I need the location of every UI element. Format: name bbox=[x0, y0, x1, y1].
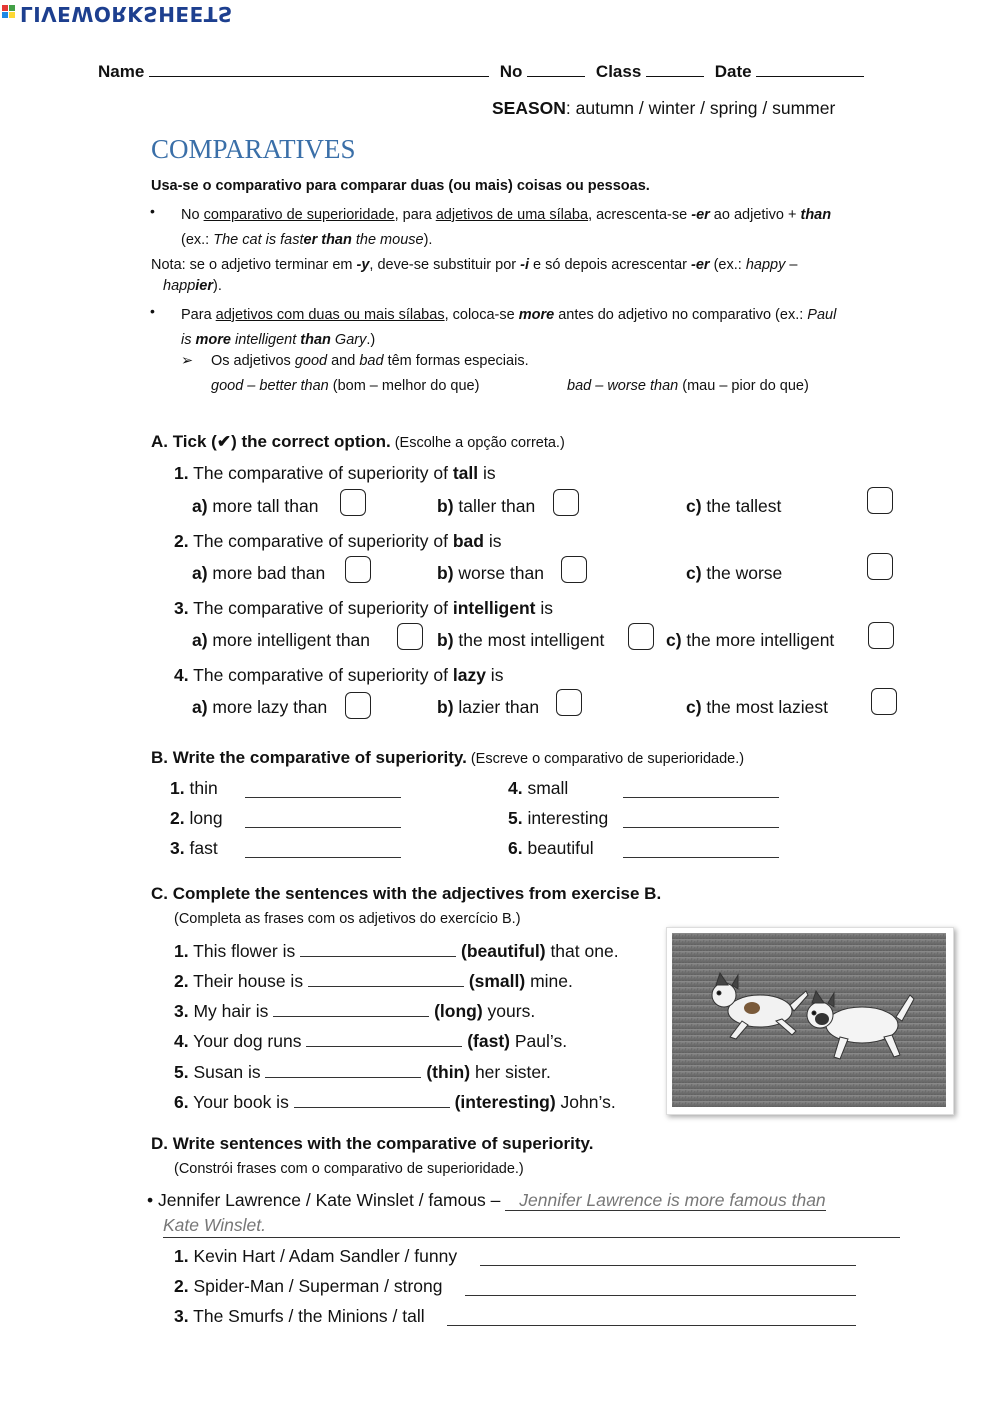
b-answer-4[interactable] bbox=[623, 796, 779, 798]
b-item-4: 4. small bbox=[508, 778, 569, 798]
question-2: 2. The comparative of superiority of bad is bbox=[174, 531, 502, 551]
q2-option-c: c) the worse bbox=[686, 563, 783, 583]
q4-checkbox-b[interactable] bbox=[556, 689, 582, 716]
section-c-title: C. Complete the sentences with the adjectives from exercise B. bbox=[151, 884, 662, 903]
section-c-subtitle: (Completa as frases com os adjetivos do exercício B.) bbox=[174, 911, 521, 927]
c-answer-4[interactable] bbox=[306, 1045, 462, 1047]
c-item-3: 3. My hair is (long) yours. bbox=[174, 1001, 536, 1021]
d-item-1: 1. Kevin Hart / Adam Sandler / funny bbox=[174, 1246, 458, 1266]
q1-option-c: c) the tallest bbox=[686, 496, 782, 516]
section-a-title: A. Tick (✔) the correct option. (Escolhe a opção correta.) bbox=[151, 432, 565, 451]
q2-checkbox-b[interactable] bbox=[561, 556, 587, 583]
intro-note: Nota: se o adjetivo terminar em -y, deve-se substituir por -i e só depois acrescentar -er (ex.: happy – bbox=[151, 257, 798, 273]
c-item-1: 1. This flower is (beautiful) that one. bbox=[174, 941, 619, 961]
q1-checkbox-b[interactable] bbox=[553, 489, 579, 516]
intro-good: good – better than (bom – melhor do que) bbox=[211, 378, 480, 394]
d-item-3: 3. The Smurfs / the Minions / tall bbox=[174, 1306, 425, 1326]
intro-bad: bad – worse than (mau – pior do que) bbox=[567, 378, 809, 394]
intro-bullet-1: No comparativo de superioridade, para adjetivos de uma sílaba, acrescenta-se -er ao adjetivo + than (ex.: The cat is faster than the mouse). bbox=[181, 207, 832, 248]
date-label: Date bbox=[714, 62, 752, 81]
c-item-5: 5. Susan is (thin) her sister. bbox=[174, 1062, 551, 1082]
q3-checkbox-c[interactable] bbox=[868, 622, 894, 649]
q1-checkbox-a[interactable] bbox=[340, 489, 366, 516]
header-fields bbox=[98, 62, 864, 82]
bullet-dot-icon: • bbox=[147, 1190, 154, 1210]
page-title: COMPARATIVES bbox=[151, 134, 356, 164]
d-example-cont: Kate Winslet. bbox=[163, 1215, 900, 1238]
d-answer-2[interactable] bbox=[465, 1294, 856, 1296]
c-answer-2[interactable] bbox=[308, 985, 464, 987]
date-field[interactable] bbox=[756, 75, 864, 77]
no-field[interactable] bbox=[527, 75, 585, 77]
q3-option-a: a) more intelligent than bbox=[192, 630, 371, 650]
c-answer-1[interactable] bbox=[300, 955, 456, 957]
question-4: 4. The comparative of superiority of lazy is bbox=[174, 665, 504, 685]
season-label: SEASON bbox=[492, 98, 566, 118]
class-field[interactable] bbox=[646, 75, 704, 77]
intro-special: Os adjetivos good and bad têm formas especiais. bbox=[211, 353, 529, 369]
section-b-title: B. Write the comparative of superiority. (Escreve o comparativo de superioridade.) bbox=[151, 748, 745, 767]
b-answer-5[interactable] bbox=[623, 826, 779, 828]
q2-checkbox-a[interactable] bbox=[345, 556, 371, 583]
question-1: 1. The comparative of superiority of tall is bbox=[174, 463, 496, 483]
q4-option-c: c) the most laziest bbox=[686, 697, 829, 717]
b-answer-3[interactable] bbox=[245, 856, 401, 858]
d-answer-1[interactable] bbox=[480, 1264, 856, 1266]
d-example: • Jennifer Lawrence / Kate Winslet / famous – Jennifer Lawrence is more famous than bbox=[147, 1190, 826, 1210]
q4-option-a: a) more lazy than bbox=[192, 697, 328, 717]
logo-mark-icon bbox=[2, 5, 16, 19]
question-3: 3. The comparative of superiority of intelligent is bbox=[174, 598, 553, 618]
c-item-2: 2. Their house is (small) mine. bbox=[174, 971, 573, 991]
bullet-dot-icon: • bbox=[150, 203, 155, 219]
d-item-2: 2. Spider-Man / Superman / strong bbox=[174, 1276, 443, 1296]
q4-checkbox-c[interactable] bbox=[871, 688, 897, 715]
section-d-subtitle: (Constrói frases com o comparativo de superioridade.) bbox=[174, 1161, 524, 1177]
b-answer-6[interactable] bbox=[623, 856, 779, 858]
b-item-2: 2. long bbox=[170, 808, 223, 828]
q1-checkbox-c[interactable] bbox=[867, 487, 893, 514]
q3-option-c: c) the more intelligent bbox=[666, 630, 835, 650]
c-answer-6[interactable] bbox=[294, 1106, 450, 1108]
name-field[interactable] bbox=[149, 75, 489, 77]
d-answer-3[interactable] bbox=[447, 1324, 856, 1326]
liveworksheets-logo: LIVEWORKSHEETS bbox=[20, 2, 233, 26]
q2-checkbox-c[interactable] bbox=[867, 553, 893, 580]
season-line bbox=[492, 98, 835, 119]
q2-option-a: a) more bad than bbox=[192, 563, 326, 583]
q4-option-b: b) lazier than bbox=[437, 697, 540, 717]
check-icon: ✔ bbox=[216, 432, 232, 451]
season-options: : autumn / winter / spring / summer bbox=[565, 98, 836, 118]
b-item-5: 5. interesting bbox=[508, 808, 609, 828]
q3-option-b: b) the most intelligent bbox=[437, 630, 605, 650]
c-answer-3[interactable] bbox=[273, 1015, 429, 1017]
intro-bullet-2: Para adjetivos com duas ou mais sílabas, coloca-se more antes do adjetivo no comparativo (ex.: Paul is more intelligent than Gary.) bbox=[181, 307, 837, 348]
section-d-title: D. Write sentences with the comparative of superiority. bbox=[151, 1134, 594, 1153]
q4-checkbox-a[interactable] bbox=[345, 692, 371, 719]
b-item-1: 1. thin bbox=[170, 778, 218, 798]
q3-checkbox-a[interactable] bbox=[397, 623, 423, 650]
b-answer-1[interactable] bbox=[245, 796, 401, 798]
c-item-6: 6. Your book is (interesting) John’s. bbox=[174, 1092, 616, 1112]
q1-option-a: a) more tall than bbox=[192, 496, 319, 516]
b-item-6: 6. beautiful bbox=[508, 838, 594, 858]
q3-checkbox-b[interactable] bbox=[628, 623, 654, 650]
dogs-photo bbox=[666, 927, 954, 1115]
bullet-dot-icon: • bbox=[150, 303, 155, 319]
b-answer-2[interactable] bbox=[245, 826, 401, 828]
no-label: No bbox=[499, 62, 523, 81]
q1-option-b: b) taller than bbox=[437, 496, 536, 516]
c-answer-5[interactable] bbox=[265, 1076, 421, 1078]
class-label: Class bbox=[595, 62, 642, 81]
q2-option-b: b) worse than bbox=[437, 563, 544, 583]
intro-note-cont: happier). bbox=[163, 278, 222, 294]
name-label: Name bbox=[98, 62, 145, 81]
arrow-bullet-icon: ➢ bbox=[181, 353, 194, 369]
intro-lead: Usa-se o comparativo para comparar duas (ou mais) coisas ou pessoas. bbox=[151, 178, 650, 194]
b-item-3: 3. fast bbox=[170, 838, 218, 858]
c-item-4: 4. Your dog runs (fast) Paul’s. bbox=[174, 1031, 568, 1051]
